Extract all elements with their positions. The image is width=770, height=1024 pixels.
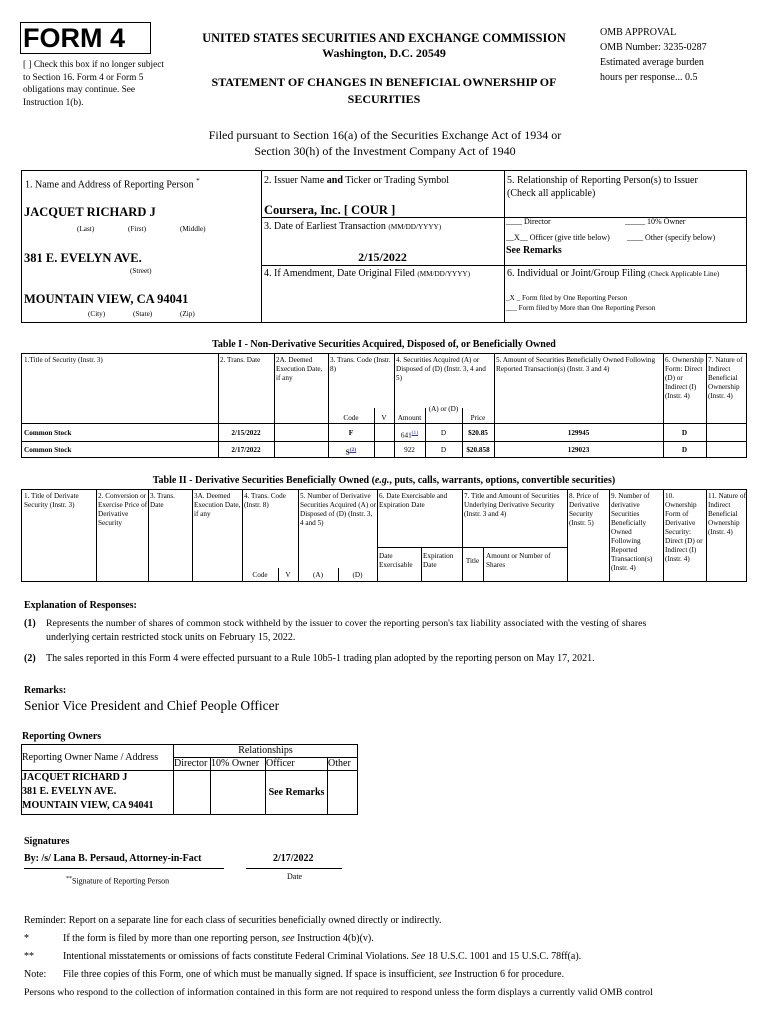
box2-label [264,175,449,187]
note-see: see [438,969,452,980]
omb-control-notice: Persons who respond to the collection of information contained in this form are not required to respond unless the form displays a currently valid OMB control [24,987,653,998]
t2-col6: 6. Date Exercisable and Expiration Date [379,492,448,509]
t2-col3a: 3A. Deemed Execution Date, if any [194,492,241,518]
t1-row1-amount [394,429,425,440]
t2-amount-shares: Amount or Number of Shares [486,552,551,569]
owners-col-director: Director [174,758,211,771]
relationship-remarks: See Remarks [506,245,562,256]
owners-relationships: Relationships [174,745,358,758]
t2-a: (A) [313,571,323,579]
t1-row1-price: $20.85 [468,429,488,437]
box1-label [25,177,200,191]
filing-one-person: _X _ Form filed by One Reporting Person [506,294,628,302]
t1-col5: 5. Amount of Securities Beneficially Owned Following Reported Transaction(s) (Instr. 3 and 4) [496,356,656,373]
signature-line [24,868,224,869]
box3-format: (MM/DD/YYYY) [388,223,442,231]
owners-col-other: Other [328,758,358,771]
omb-number: OMB Number: 3235-0287 [600,42,707,53]
checkbox-text: [ ] Check this box if no longer subject to Section 16. Form 4 or Form 5 obligations may continue. See Instruction 1(b). [23,60,164,108]
t1-col7: 7. Nature of Indirect Beneficial Ownership (Instr. 4) [708,356,743,400]
remarks-text: Senior Vice President and Chief People Officer [24,698,280,713]
footnote-star: * [24,933,29,944]
t2-col11: 11. Nature of Indirect Beneficial Ownership (Instr. 4) [708,492,746,536]
omb-burden-1: Estimated average burden [600,57,704,68]
t1-aord: (A) or (D) [428,405,459,413]
t1-col2: 2. Trans. Date [220,356,261,364]
box2-label-pre: 2. Issuer Name [264,175,327,186]
table2-title-post: , puts, calls, warrants, options, convertible securities) [389,475,616,486]
statement-title-1: STATEMENT OF CHANGES IN BENEFICIAL OWNERSHIP OF [211,75,557,89]
footnote-star-pre: If the form is filed by more than one reporting person, [63,933,282,944]
note-label: Note: [24,969,47,980]
reporting-info-grid [21,170,747,323]
table2-title [21,475,747,487]
owners-col-name: Reporting Owner Name / Address [22,745,174,771]
t2-col9: 9. Number of derivative Securities Beneficially Owned Following Reported Transaction(s) (Instr. 4) [611,492,653,572]
t1-row1-code: F [348,429,354,437]
t1-amount: Amount [397,414,422,422]
note-post: Instruction 6 for procedure. [451,969,565,980]
label-first: (First) [128,225,146,233]
relationship-other: ____ Other (specify below) [627,233,716,242]
signature-date: 2/17/2022 [273,853,314,864]
reporting-owners-table [21,744,358,815]
t1-row2-form: D [681,446,688,454]
filed-pursuant-1: Filed pursuant to Section 16(a) of the Securities Exchange Act of 1934 or [208,128,562,142]
reminder: Reminder: Report on a separate line for each class of securities beneficially owned directly or indirectly. [24,915,442,926]
owners-row-director [174,771,211,815]
owners-row-name [22,771,174,815]
form-title-box [20,22,151,54]
owners-name-1: JACQUET RICHARD J [22,772,128,783]
t2-col8: 8. Price of Derivative Security (Instr. 5) [569,492,600,527]
label-middle: (Middle) [180,225,206,233]
commission-address: Washington, D.C. 20549 [322,46,446,60]
t2-col1: 1. Title of Derivate Security (Instr. 3) [24,492,79,509]
owners-name-3: MOUNTAIN VIEW, CA 94041 [22,800,154,811]
t1-row1-amount-value: 641 [400,431,412,440]
omb-approval-title: OMB APPROVAL [600,27,677,38]
t1-row1-aord: D [440,429,447,437]
t1-v: V [381,414,387,422]
box3-label-text: 3. Date of Earliest Transaction [264,221,386,232]
relationship-officer: __X__ Officer (give title below) [506,233,610,242]
reporting-person-name: JACQUET RICHARD J [24,205,156,219]
reporting-person-street: 381 E. EVELYN AVE. [24,251,142,265]
footnote-doublestar-post: 18 U.S.C. 1001 and 15 U.S.C. 78ff(a). [425,951,582,962]
t1-row1-amount-footnote[interactable]: (1) [411,430,419,436]
filed-pursuant-2: Section 30(h) of the Investment Company Act of 1940 [254,144,516,158]
signature-label-text: Signature of Reporting Person [72,876,170,886]
t1-row1-security: Common Stock [24,429,72,437]
remarks-heading: Remarks: [24,685,67,696]
statement-title-2: SECURITIES [347,92,421,106]
explanation-heading: Explanation of Responses: [24,600,137,611]
signature-label [66,874,169,887]
t1-code: Code [343,414,359,422]
signatures-heading: Signatures [24,836,70,847]
label-state: (State) [133,310,153,318]
t1-row2-code-footnote[interactable]: (2) [349,447,357,453]
t1-row2-price: $20.858 [466,446,490,454]
footnote-star-text [63,933,374,945]
box1-footnote: * [196,177,200,185]
box5-label [507,174,698,200]
owners-col-10pct: 10% Owner [211,758,266,771]
t1-row2-code [328,446,374,457]
omb-approval [600,25,765,85]
date-line [246,868,342,869]
t1-row1-form: D [681,429,688,437]
label-last: (Last) [77,225,95,233]
t2-v: V [285,571,291,579]
note-pre: File three copies of this Form, one of which must be manually signed. If space is insufficient, [63,969,439,980]
issuer-name: Coursera, Inc. [ COUR ] [264,203,396,217]
box1-label-text: 1. Name and Address of Reporting Person [25,179,194,191]
box3-label [264,221,441,233]
t1-col4: 4. Securities Acquired (A) or Disposed of (D) (Instr. 3, 4 and 5) [396,356,486,382]
box5-label-1: 5. Relationship of Reporting Person(s) to Issuer [507,175,698,186]
owners-name-2: 381 E. EVELYN AVE. [22,786,117,797]
label-city: (City) [88,310,106,318]
t1-col6: 6. Ownership Form: Direct (D) or Indirect (I) (Instr. 4) [665,356,704,400]
table1-title: Table I - Non-Derivative Securities Acquired, Disposed of, or Beneficially Owned [212,339,556,350]
box6-label [507,268,719,280]
relationship-director: ____ Director [506,217,551,226]
t2-col3: 3. Trans. Date [150,492,175,509]
t1-row2-code-value: S [345,448,350,457]
owners-col-officer: Officer [266,758,328,771]
table2 [21,489,747,582]
t1-row2-security: Common Stock [24,446,72,454]
box4-label-text: 4. If Amendment, Date Original Filed [264,268,415,279]
t1-row2-amount: 922 [404,446,415,454]
date-label: Date [287,872,303,881]
signature-by: By: /s/ Lana B. Persaud, Attorney-in-Fact [24,853,202,864]
footnote-doublestar: ** [24,951,34,962]
t2-d: (D) [352,571,363,579]
footnote-doublestar-text [63,951,581,963]
earliest-transaction-date: 2/15/2022 [358,250,407,264]
t1-col1: 1.Title of Security (Instr. 3) [24,356,103,364]
footnote-doublestar-pre: Intentional misstatements or omissions of facts constitute Federal Criminal Violations. [63,951,412,962]
owners-row-officer: See Remarks [266,771,328,815]
explanation-1-num: (1) [24,618,36,629]
table2-title-pre: Table II - Derivative Securities Beneficially Owned ( [152,475,375,486]
signature-mark: ** [66,876,72,882]
t1-price: Price [470,414,486,422]
t1-col2a: 2A. Deemed Execution Date, if any [276,356,323,382]
footnote-doublestar-see: See [411,951,426,962]
t2-date-ex: Date Exercisable [379,552,413,569]
filing-more-persons: ___ Form filed by More than One Reporting Person [506,304,656,312]
owners-row-other [328,771,358,815]
table1 [21,353,747,458]
t2-col10: 10. Ownership Form of Derivative Security: Direct (D) or Indirect (I) (Instr. 4) [665,492,703,563]
label-street: (Street) [130,267,152,275]
owners-row-10pct [211,771,266,815]
t2-col7: 7. Title and Amount of Securities Underlying Derivative Security (Instr. 3 and 4) [464,492,560,518]
t2-code: Code [252,571,268,579]
omb-burden-2: hours per response... 0.5 [600,72,698,83]
t1-row2-date: 2/17/2022 [231,446,261,454]
explanation-2-num: (2) [24,653,36,664]
commission-title: UNITED STATES SECURITIES AND EXCHANGE COMMISSION [202,31,566,45]
t2-col5: 5. Number of Derivative Securities Acquired (A) or Disposed of (D) (Instr. 3, 4 and 5) [300,492,377,527]
footnote-star-see: see [281,933,295,944]
t1-row2-owned: 129023 [567,446,590,454]
t2-col2: 2. Conversion or Exercise Price of Derivative Security [98,492,148,527]
t1-row1-date: 2/15/2022 [231,429,261,437]
label-zip: (Zip) [180,310,195,318]
note-text [63,969,564,981]
reporting-owners-heading: Reporting Owners [22,731,102,742]
explanation-1-line2: underlying certain restricted stock units on February 15, 2022. [46,632,296,643]
explanation-2-line1: The sales reported in this Form 4 were effected pursuant to a Rule 10b5-1 trading plan adopted by the reporting person on May 17, 2021. [46,653,595,664]
reporting-person-city: MOUNTAIN VIEW, CA 94041 [24,292,189,306]
t1-row2-aord: D [440,446,447,454]
box6-label-text: 6. Individual or Joint/Group Filing [507,268,646,279]
box4-label [264,268,470,280]
box2-label-post: Ticker or Trading Symbol [342,175,450,186]
t1-col3: 3. Trans. Code (Instr. 8) [330,356,391,373]
relationship-10pct: _____ 10% Owner [625,217,686,226]
form-title: FORM 4 [23,23,126,53]
box5-label-2: (Check all applicable) [507,188,596,199]
footnote-star-post: Instruction 4(b)(v). [294,933,374,944]
table2-title-eg: e.g. [374,475,390,486]
explanation-1-line1: Represents the number of shares of common stock withheld by the issuer to cover the reporting person's tax liability associated with the vesting of shares [46,618,647,629]
t2-title: Title [465,557,480,565]
t2-col4: 4. Trans. Code (Instr. 8) [244,492,286,509]
box2-label-and: and [326,175,343,186]
box4-format: (MM/DD/YYYY) [417,270,471,278]
t1-row1-owned: 129945 [567,429,590,437]
t2-exp: Expiration Date [423,552,454,569]
box6-note: (Check Applicable Line) [648,270,720,278]
